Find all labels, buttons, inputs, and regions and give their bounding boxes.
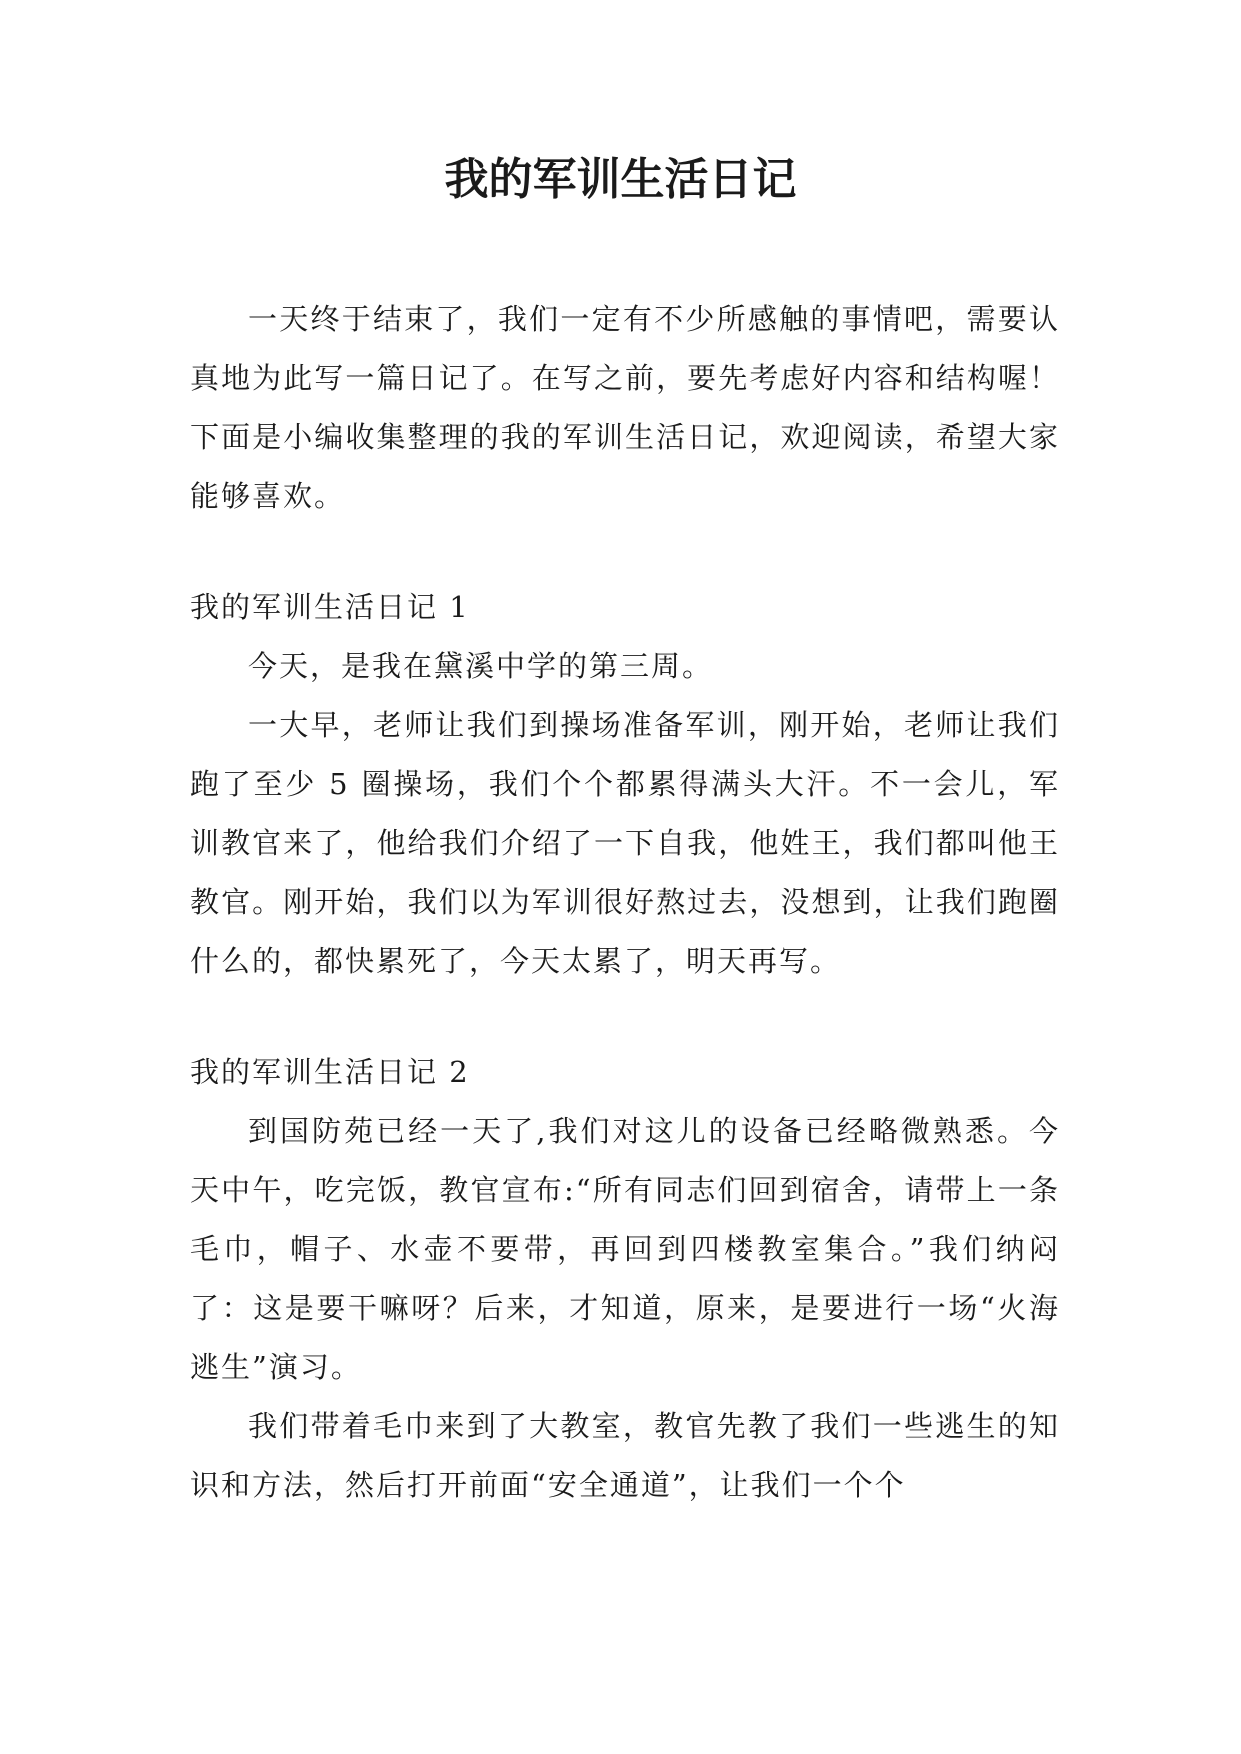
entry-1-heading: 我的军训生活日记 1	[190, 590, 470, 624]
section-gap	[190, 526, 1060, 578]
section-gap	[190, 991, 1060, 1043]
entry-2-paragraph-2: 我们带着毛巾来到了大教室，教官先教了我们一些逃生的知识和方法，然后打开前面“安全通道”，让我们一个个	[190, 1409, 1060, 1502]
document-body	[190, 290, 1060, 1515]
entry-1-paragraph-1: 今天，是我在黛溪中学的第三周。	[248, 649, 714, 683]
entry-1-paragraph-2: 一大早，老师让我们到操场准备军训，刚开始，老师让我们跑了至少 5 圈操场，我们个个都累得满头大汗。不一会儿，军训教官来了，他给我们介绍了一下自我，他姓王，我们都叫他王教官。刚开始，我们以为军训很好熬过去，没想到，让我们跑圈什么的，都快累死了，今天太累了，明天再写。	[190, 708, 1060, 978]
intro-paragraph: 一天终于结束了，我们一定有不少所感触的事情吧，需要认真地为此写一篇日记了。在写之前，要先考虑好内容和结构喔！下面是小编收集整理的我的军训生活日记，欢迎阅读，希望大家能够喜欢。	[190, 302, 1060, 513]
entry-2-heading: 我的军训生活日记 2	[190, 1055, 470, 1089]
entry-2-paragraph-1: 到国防苑已经一天了,我们对这儿的设备已经略微熟悉。今天中午，吃完饭，教官宣布:“所有同志们回到宿舍，请带上一条毛巾，帽子、水壶不要带，再回到四楼教室集合。”我们纳闷了：这是要干嘛呀？后来，才知道，原来，是要进行一场“火海逃生”演习。	[190, 1114, 1060, 1384]
document-title: 我的军训生活日记	[444, 154, 797, 205]
